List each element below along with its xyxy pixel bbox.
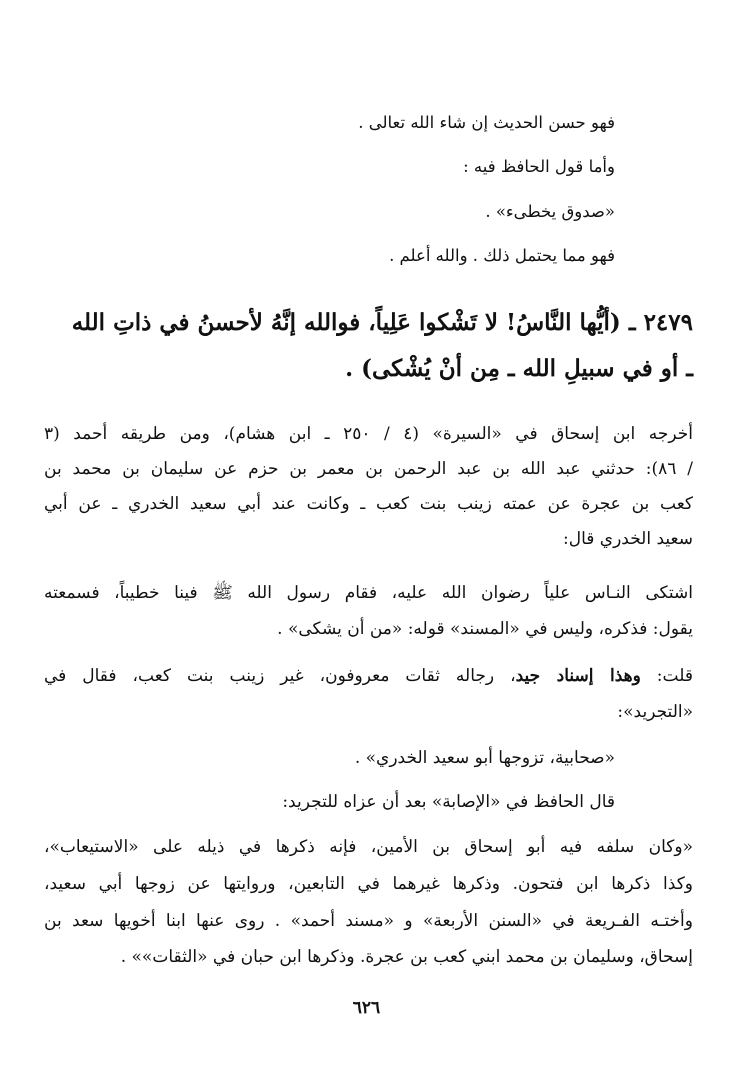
body-line-10: قال الحافظ في «الإصابة» بعد أن عزاه للتجريد: (282, 792, 615, 812)
intro-line-4: فهو مما يحتمل ذلك . والله أعلم . (389, 246, 615, 265)
body-line-9: «صحابية، تزوجها أبو سعيد الخدري» . (354, 748, 615, 768)
body-line-2: / ٨٦): حدثني عبد الله بن عبد الرحمن بن معمر بن حزم عن سليمان بن محمد بن (44, 459, 693, 479)
body-line-13: وأختـه الفـريعة في «السنن الأربعة» و «مسند أحمد» . روى عنها ابنا أخويها سعد بن (44, 911, 693, 931)
page-number: ٦٢٦ (352, 998, 381, 1018)
intro-line-3: «صدوق يخطىء» . (485, 202, 615, 221)
body-line-12: وكذا ذكرها ابن فتحون. وذكرها غيرهما في التابعين، وروايتها عن زوجها أبي سعيد، (44, 874, 693, 894)
intro-line-1: فهو حسن الحديث إن شاء الله تعالى . (358, 113, 615, 132)
body-line-8: «التجريد»: (617, 702, 693, 722)
hadith-title-line-1: ٢٤٧٩ ـ (أيُّها النَّاسُ! لا تَشْكوا عَلِياً، فوالله إنَّهُ لأحسنُ في ذاتِ الله (71, 309, 693, 336)
body-line-11: «وكان سلفه فيه أبو إسحاق بن الأمين، فإنه ذكرها في ذيله على «الاستيعاب»، (44, 837, 693, 857)
hadith-title-line-2: ـ أو في سبيلِ الله ـ مِن أنْ يُشْكى) . (345, 355, 693, 382)
body-line-14: إسحاق، وسليمان بن محمد ابني كعب بن عجرة. وذكرها ابن حبان في «الثقات»» . (120, 947, 693, 967)
body-line-6: يقول: فذكره، وليس في «المسند» قوله: «من أن يشكى» . (277, 619, 693, 639)
body-line-1: أخرجه ابن إسحاق في «السيرة» (٤ / ٢٥٠ ـ ابن هشام)، ومن طريقه أحمد (٣ (44, 424, 693, 444)
isnad-grade: وهذا إسناد جيد (515, 666, 641, 686)
comment-rest: ، رجاله ثقات معروفون، غير زينب بنت كعب، فقال في (44, 666, 516, 686)
comment-prefix: قلت: (640, 666, 693, 686)
body-line-3: كعب بن عجرة عن عمته زينب بنت كعب ـ وكانت عند أبي سعيد الخدري ـ عن أبي (44, 494, 693, 514)
body-line-5: اشتكى النـاس علياً رضوان الله عليه، فقام رسول الله ﷺ فينا خطيباً، فسمعته (44, 583, 693, 603)
body-line-7 (44, 664, 693, 688)
intro-line-2: وأما قول الحافظ فيه : (463, 157, 615, 176)
body-line-4: سعيد الخدري قال: (562, 529, 693, 549)
